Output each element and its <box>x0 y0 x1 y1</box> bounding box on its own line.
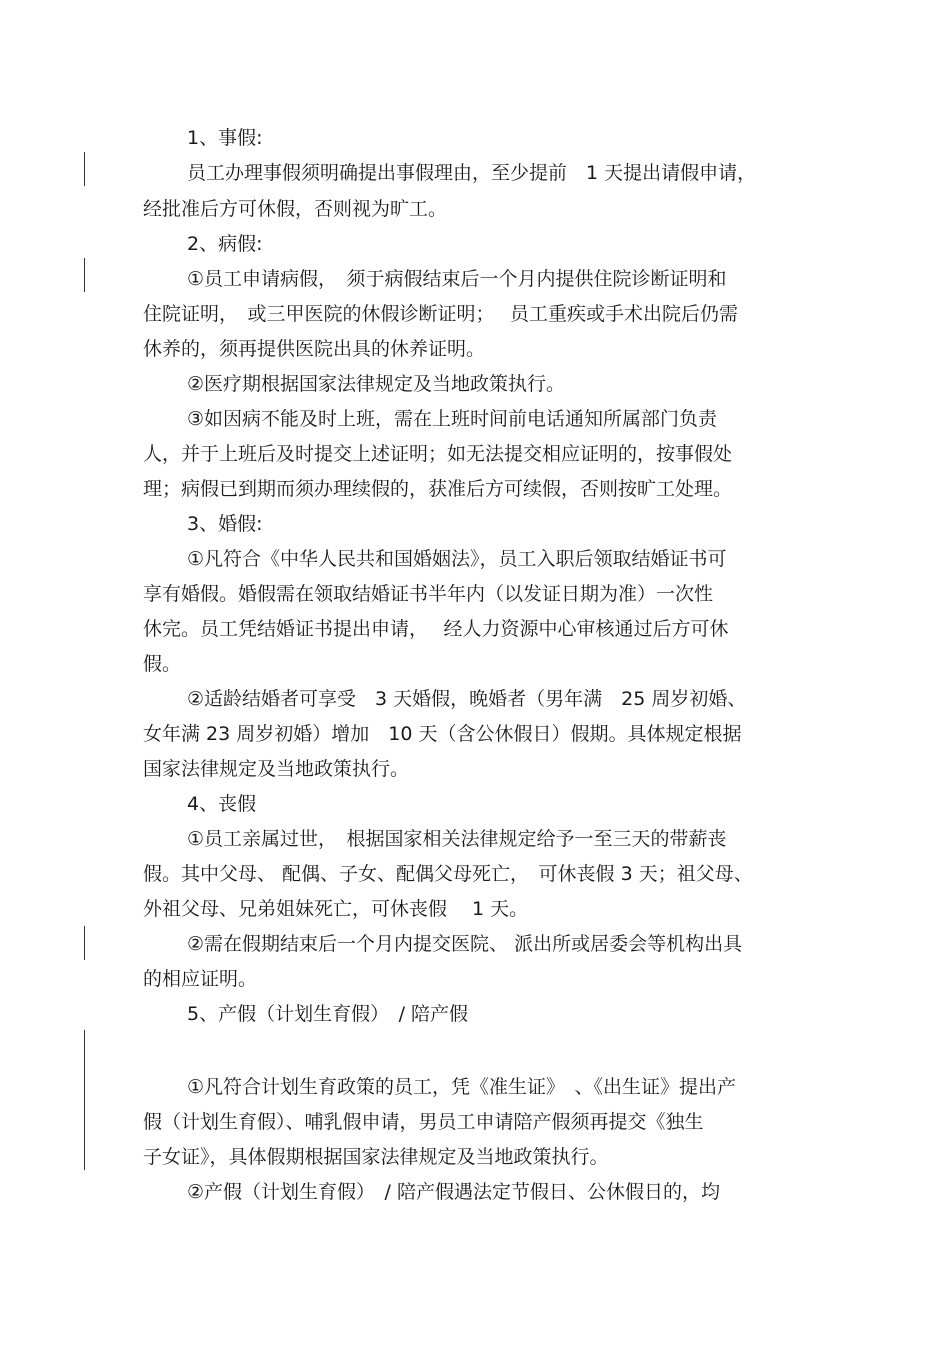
heading-maternity-leave: 5、产假（计划生育假） / 陪产假 <box>187 1003 469 1025</box>
paragraph-line: ②需在假期结束后一个月内提交医院、 派出所或居委会等机构出具 <box>187 933 743 955</box>
paragraph-line: 经批准后方可休假，否则视为旷工。 <box>143 198 448 220</box>
paragraph-line: ①凡符合计划生育政策的员工，凭《准生证》 、《出生证》提出产 <box>187 1076 737 1098</box>
change-bar <box>84 152 85 186</box>
heading-marriage-leave: 3、婚假: <box>187 513 263 535</box>
paragraph-line: 人，并于上班后及时提交上述证明；如无法提交相应证明的，按事假处 <box>143 443 733 465</box>
paragraph-line: 子女证》，具体假期根据国家法律规定及当地政策执行。 <box>143 1146 609 1168</box>
paragraph-line: 外祖父母、兄弟姐妹死亡，可休丧假 1 天。 <box>143 898 529 920</box>
paragraph-line: 休养的，须再提供医院出具的休养证明。 <box>143 338 486 360</box>
change-bar <box>84 1030 85 1170</box>
paragraph-line: ③如因病不能及时上班，需在上班时间前电话通知所属部门负责 <box>187 408 718 430</box>
heading-personal-leave: 1、事假: <box>187 127 263 149</box>
paragraph-line: 住院证明， 或三甲医院的休假诊断证明； 员工重疾或手术出院后仍需 <box>143 303 739 325</box>
paragraph-line: 假（计划生育假）、哺乳假申请，男员工申请陪产假须再提交《独生 <box>143 1111 704 1133</box>
paragraph-line: 国家法律规定及当地政策执行。 <box>143 758 410 780</box>
paragraph-line: ②医疗期根据国家法律规定及当地政策执行。 <box>187 373 566 395</box>
paragraph-line: 员工办理事假须明确提出事假理由，至少提前 1 天提出请假申请， <box>187 162 757 184</box>
paragraph-line: ①凡符合《中华人民共和国婚姻法》，员工入职后领取结婚证书可 <box>187 548 727 570</box>
heading-sick-leave: 2、病假: <box>187 233 263 255</box>
paragraph-line: ②适龄结婚者可享受 3 天婚假，晚婚者（男年满 25 周岁初婚、 <box>187 688 747 710</box>
paragraph-line: ①员工申请病假， 须于病假结束后一个月内提供住院诊断证明和 <box>187 268 727 290</box>
paragraph-line: ①员工亲属过世， 根据国家相关法律规定给予一至三天的带薪丧 <box>187 828 727 850</box>
paragraph-line: 假。 <box>143 653 182 675</box>
paragraph-line: 女年满 23 周岁初婚）增加 10 天（含公休假日）假期。具体规定根据 <box>143 723 742 745</box>
paragraph-line: 的相应证明。 <box>143 968 258 990</box>
paragraph-line: 休完。员工凭结婚证书提出申请， 经人力资源中心审核通过后方可休 <box>143 618 729 640</box>
heading-bereavement-leave: 4、丧假 <box>187 793 257 815</box>
paragraph-line: 理；病假已到期而须办理续假的，获准后方可续假，否则按旷工处理。 <box>143 478 733 500</box>
paragraph-line: ②产假（计划生育假） / 陪产假遇法定节假日、公休假日的，均 <box>187 1181 720 1203</box>
change-bar <box>84 258 85 292</box>
paragraph-line: 假。其中父母、 配偶、子女、配偶父母死亡， 可休丧假 3 天；祖父母、 <box>143 863 753 885</box>
paragraph-line: 享有婚假。婚假需在领取结婚证书半年内（以发证日期为准）一次性 <box>143 583 714 605</box>
change-bar <box>84 926 85 960</box>
